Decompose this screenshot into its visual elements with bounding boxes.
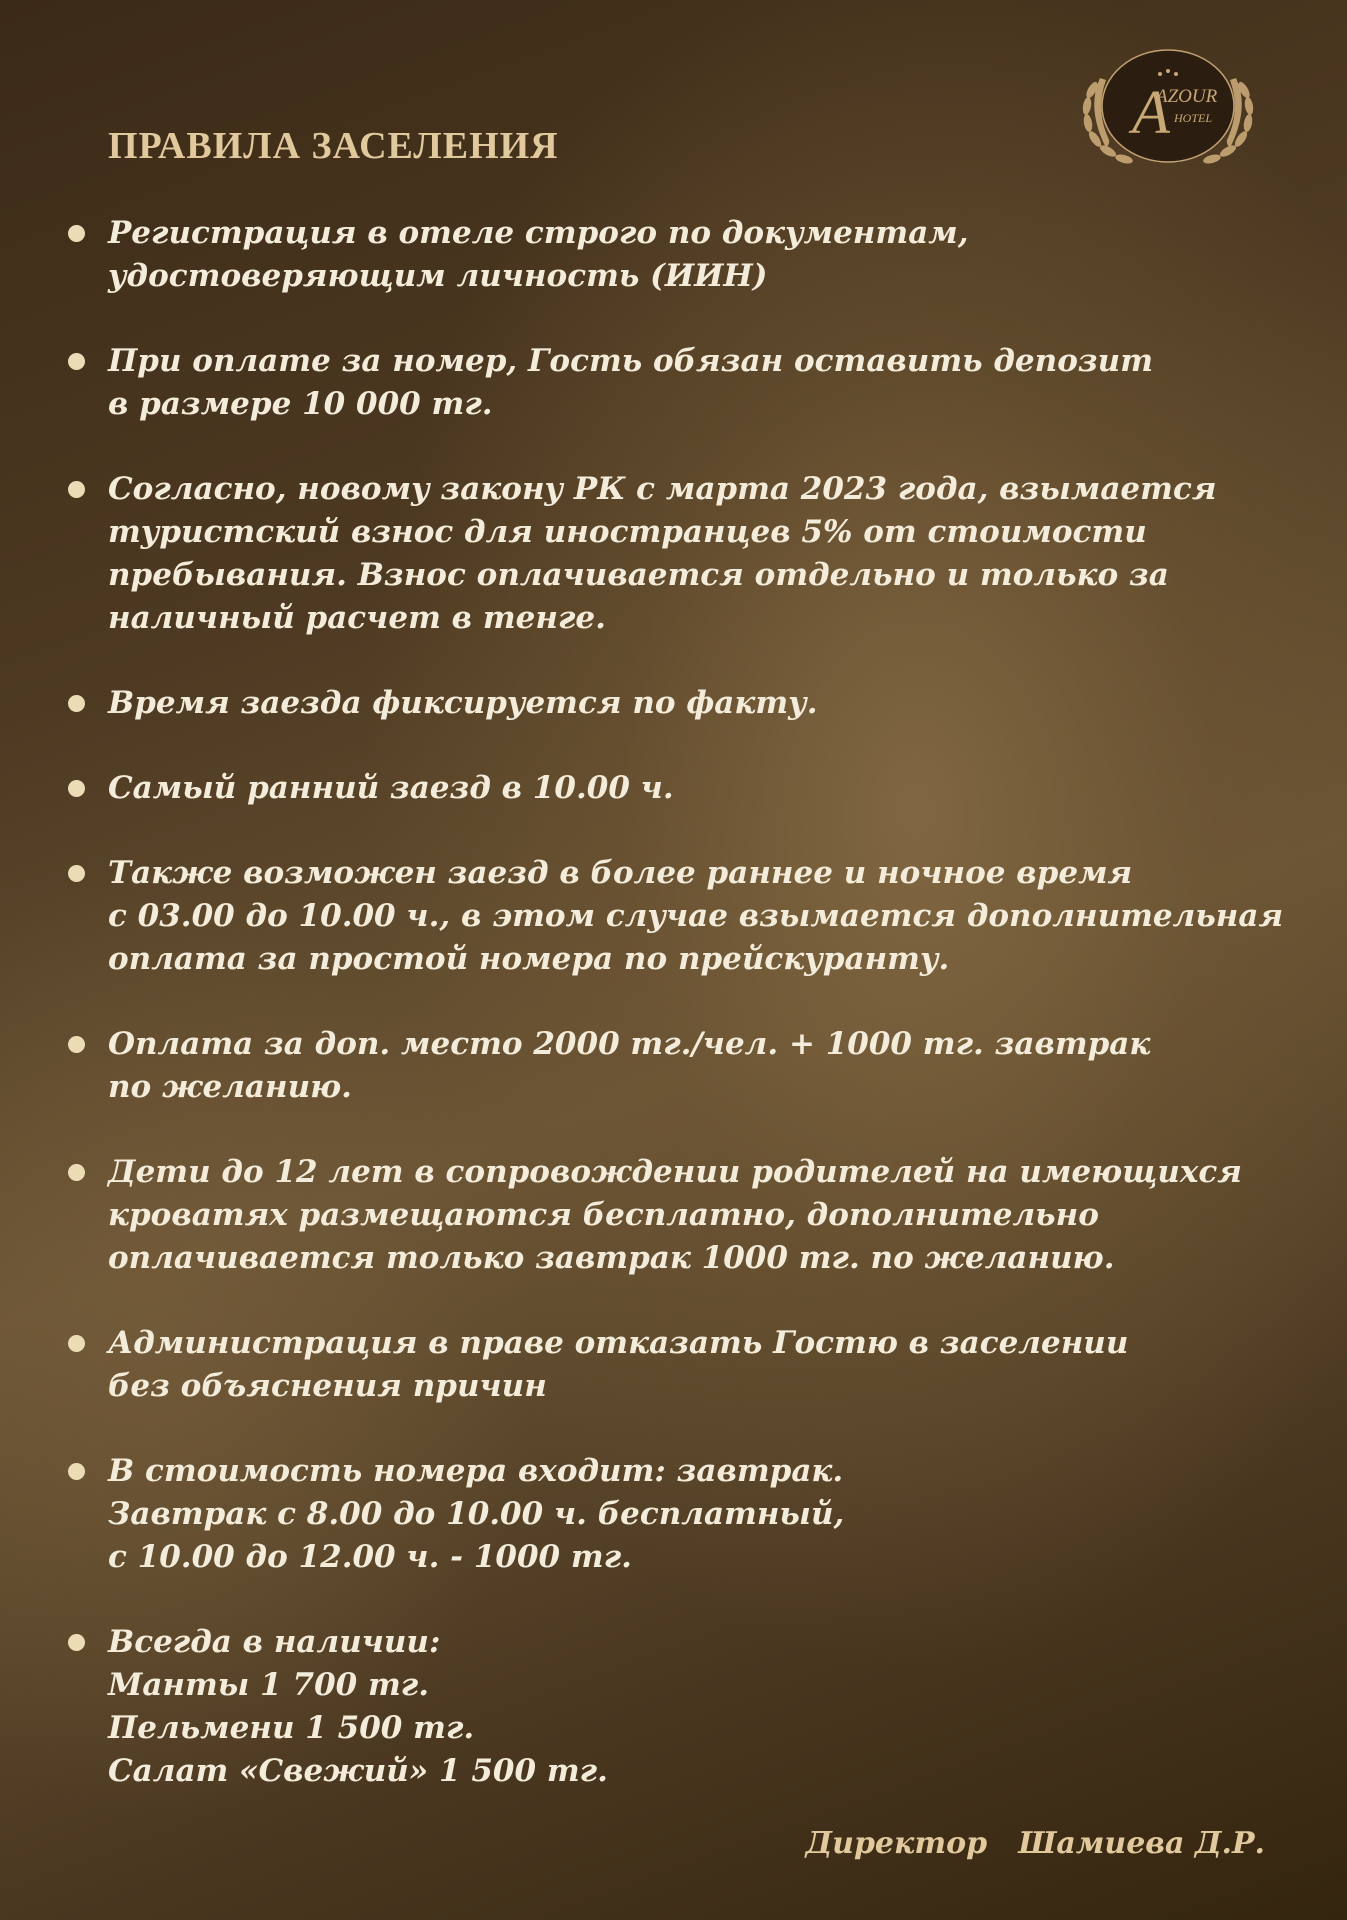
rule-item: [60, 1023, 1300, 1109]
bullet-icon: [68, 865, 85, 882]
rule-text-line: Также возможен заезд в более раннее и ночное время: [108, 855, 1133, 891]
rule-text-line: туристский взнос для иностранцев 5% от стоимости: [108, 514, 1147, 550]
bullet-icon: [68, 1335, 85, 1352]
rule-text-line: Согласно, новому закону РК с марта 2023 года, взымается: [108, 471, 1217, 507]
bullet-icon: [68, 1036, 85, 1053]
rule-text-line: Манты 1 700 тг.: [108, 1667, 430, 1703]
rule-text-line: Самый ранний заезд в 10.00 ч.: [108, 770, 674, 806]
bullet-icon: [68, 780, 85, 797]
svg-text:A: A: [1132, 79, 1170, 147]
rule-item: [60, 767, 1300, 810]
rule-text-line: Дети до 12 лет в сопровождении родителей на имеющихся: [108, 1154, 1242, 1190]
rule-item: [60, 1322, 1300, 1408]
rule-text-line: в размере 10 000 тг.: [108, 386, 493, 422]
rule-text-line: Всегда в наличии:: [108, 1624, 441, 1660]
bullet-icon: [68, 1634, 85, 1651]
director-signature: Директор Шамиева Д.Р.: [805, 1826, 1265, 1861]
rule-text-line: пребывания. Взнос оплачивается отдельно и только за: [108, 557, 1169, 593]
bullet-icon: [68, 481, 85, 498]
page-title: ПРАВИЛА ЗАСЕЛЕНИЯ: [108, 125, 559, 167]
rule-text-line: Завтрак с 8.00 до 10.00 ч. бесплатный,: [108, 1496, 845, 1532]
rule-text-line: оплата за простой номера по прейскуранту.: [108, 941, 950, 977]
bullet-icon: [68, 225, 85, 242]
rules-list: [60, 212, 1300, 1835]
rule-item: [60, 212, 1300, 298]
rule-text-line: с 10.00 до 12.00 ч. - 1000 тг.: [108, 1539, 632, 1575]
rule-item: [60, 1621, 1300, 1793]
bullet-icon: [68, 353, 85, 370]
bullet-icon: [68, 1463, 85, 1480]
logo-sub-text: HOTEL: [1174, 111, 1213, 125]
hotel-logo: [1070, 38, 1266, 178]
rule-item: [60, 852, 1300, 981]
rule-item: [60, 1151, 1300, 1280]
rule-text-line: Пельмени 1 500 тг.: [108, 1710, 475, 1746]
rule-text-line: Время заезда фиксируется по факту.: [108, 685, 818, 721]
rule-text-line: При оплате за номер, Гость обязан оставить депозит: [108, 343, 1153, 379]
rule-text-line: Администрация в праве отказать Гостю в заселении: [108, 1325, 1129, 1361]
rule-text-line: наличный расчет в тенге.: [108, 600, 606, 636]
rule-text-line: оплачивается только завтрак 1000 тг. по желанию.: [108, 1240, 1115, 1276]
logo-brand-text: AZOUR: [1156, 86, 1218, 107]
rule-item: [60, 468, 1300, 640]
rule-text-line: В стоимость номера входит: завтрак.: [108, 1453, 844, 1489]
rule-text-line: удостоверяющим личность (ИИН): [108, 258, 768, 294]
bullet-icon: [68, 1164, 85, 1181]
rule-text-line: Оплата за доп. место 2000 тг./чел. + 1000 тг. завтрак: [108, 1026, 1151, 1062]
rule-item: [60, 340, 1300, 426]
rule-text-line: без объяснения причин: [108, 1368, 547, 1404]
rule-item: [60, 682, 1300, 725]
rule-text-line: по желанию.: [108, 1069, 352, 1105]
bullet-icon: [68, 695, 85, 712]
rule-text-line: Салат «Свежий» 1 500 тг.: [108, 1753, 608, 1789]
rule-text-line: с 03.00 до 10.00 ч., в этом случае взымается дополнительная: [108, 898, 1284, 934]
rule-item: [60, 1450, 1300, 1579]
rule-text-line: кроватях размещаются бесплатно, дополнительно: [108, 1197, 1099, 1233]
rule-text-line: Регистрация в отеле строго по документам,: [108, 215, 969, 251]
